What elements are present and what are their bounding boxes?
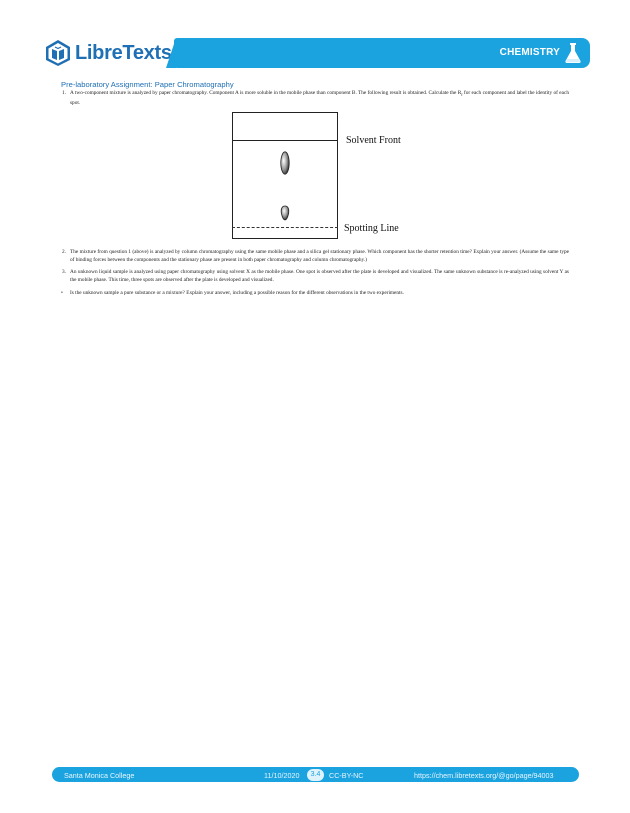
subject-label[interactable]: CHEMISTRY [499,47,560,58]
logo-wordmark: LibreTexts [75,41,172,64]
footer-college: Santa Monica College [64,770,135,780]
libretexts-logo-icon [44,39,72,67]
page-header [44,36,590,70]
question-3-bullet [61,289,569,297]
spot-upper [280,151,290,175]
spotting-line [232,227,338,228]
rf-subscript: f [461,92,463,98]
question-1 [62,89,569,107]
bullet-marker: • [61,290,63,296]
page-footer [52,767,579,782]
spot-lower [280,205,290,221]
question-number: 3. [62,269,66,275]
footer-url-link[interactable]: https://chem.libretexts.org/@go/page/94003 [414,770,554,780]
spotting-line-label: Spotting Line [344,223,399,234]
flask-icon [564,42,582,64]
question-text: An unknown liquid sample is analyzed using paper chromatography using solvent X as the mobile phase. One spot is observed after the plate is developed and visualized. The same unknown substance is re-analyzed using solvent Y as the mobile phase. This time, three spots are observed after the plate is developed and visualized. [70,269,569,283]
question-text-cont: for each component and label the identity of each spot. [70,90,569,107]
footer-page-number: 3.4 [307,769,324,781]
question-2 [62,248,569,264]
libretexts-logo[interactable] [44,36,178,70]
solvent-front-line [232,140,338,141]
question-text: A two-component mixture is analyzed by paper chromatography. Component A is more soluble in the mobile phase than component B. The following result is obtained. Calculate the R [70,90,462,96]
question-text: The mixture from question 1 (above) is analyzed by column chromatography using the same mobile phase and a silica gel stationary phase. Which component has the shorter retention time? Explain your answer. (Assume the same type of binding forces between the components and the stationary phase are present in both paper chromatography and column chromatography.) [70,249,569,263]
question-number: 1. [62,90,66,96]
footer-date: 11/10/2020 [264,770,300,780]
page-title: Pre-laboratory Assignment: Paper Chromatography [61,80,234,89]
question-text: Is the unknown sample a pure substance or a mixture? Explain your answer, including a possible reason for the different observations in the two experiments. [70,290,404,296]
solvent-front-label: Solvent Front [346,135,401,146]
question-number: 2. [62,249,66,255]
footer-license: CC-BY-NC [329,770,364,780]
question-3 [62,268,569,284]
subject-banner [174,38,590,68]
